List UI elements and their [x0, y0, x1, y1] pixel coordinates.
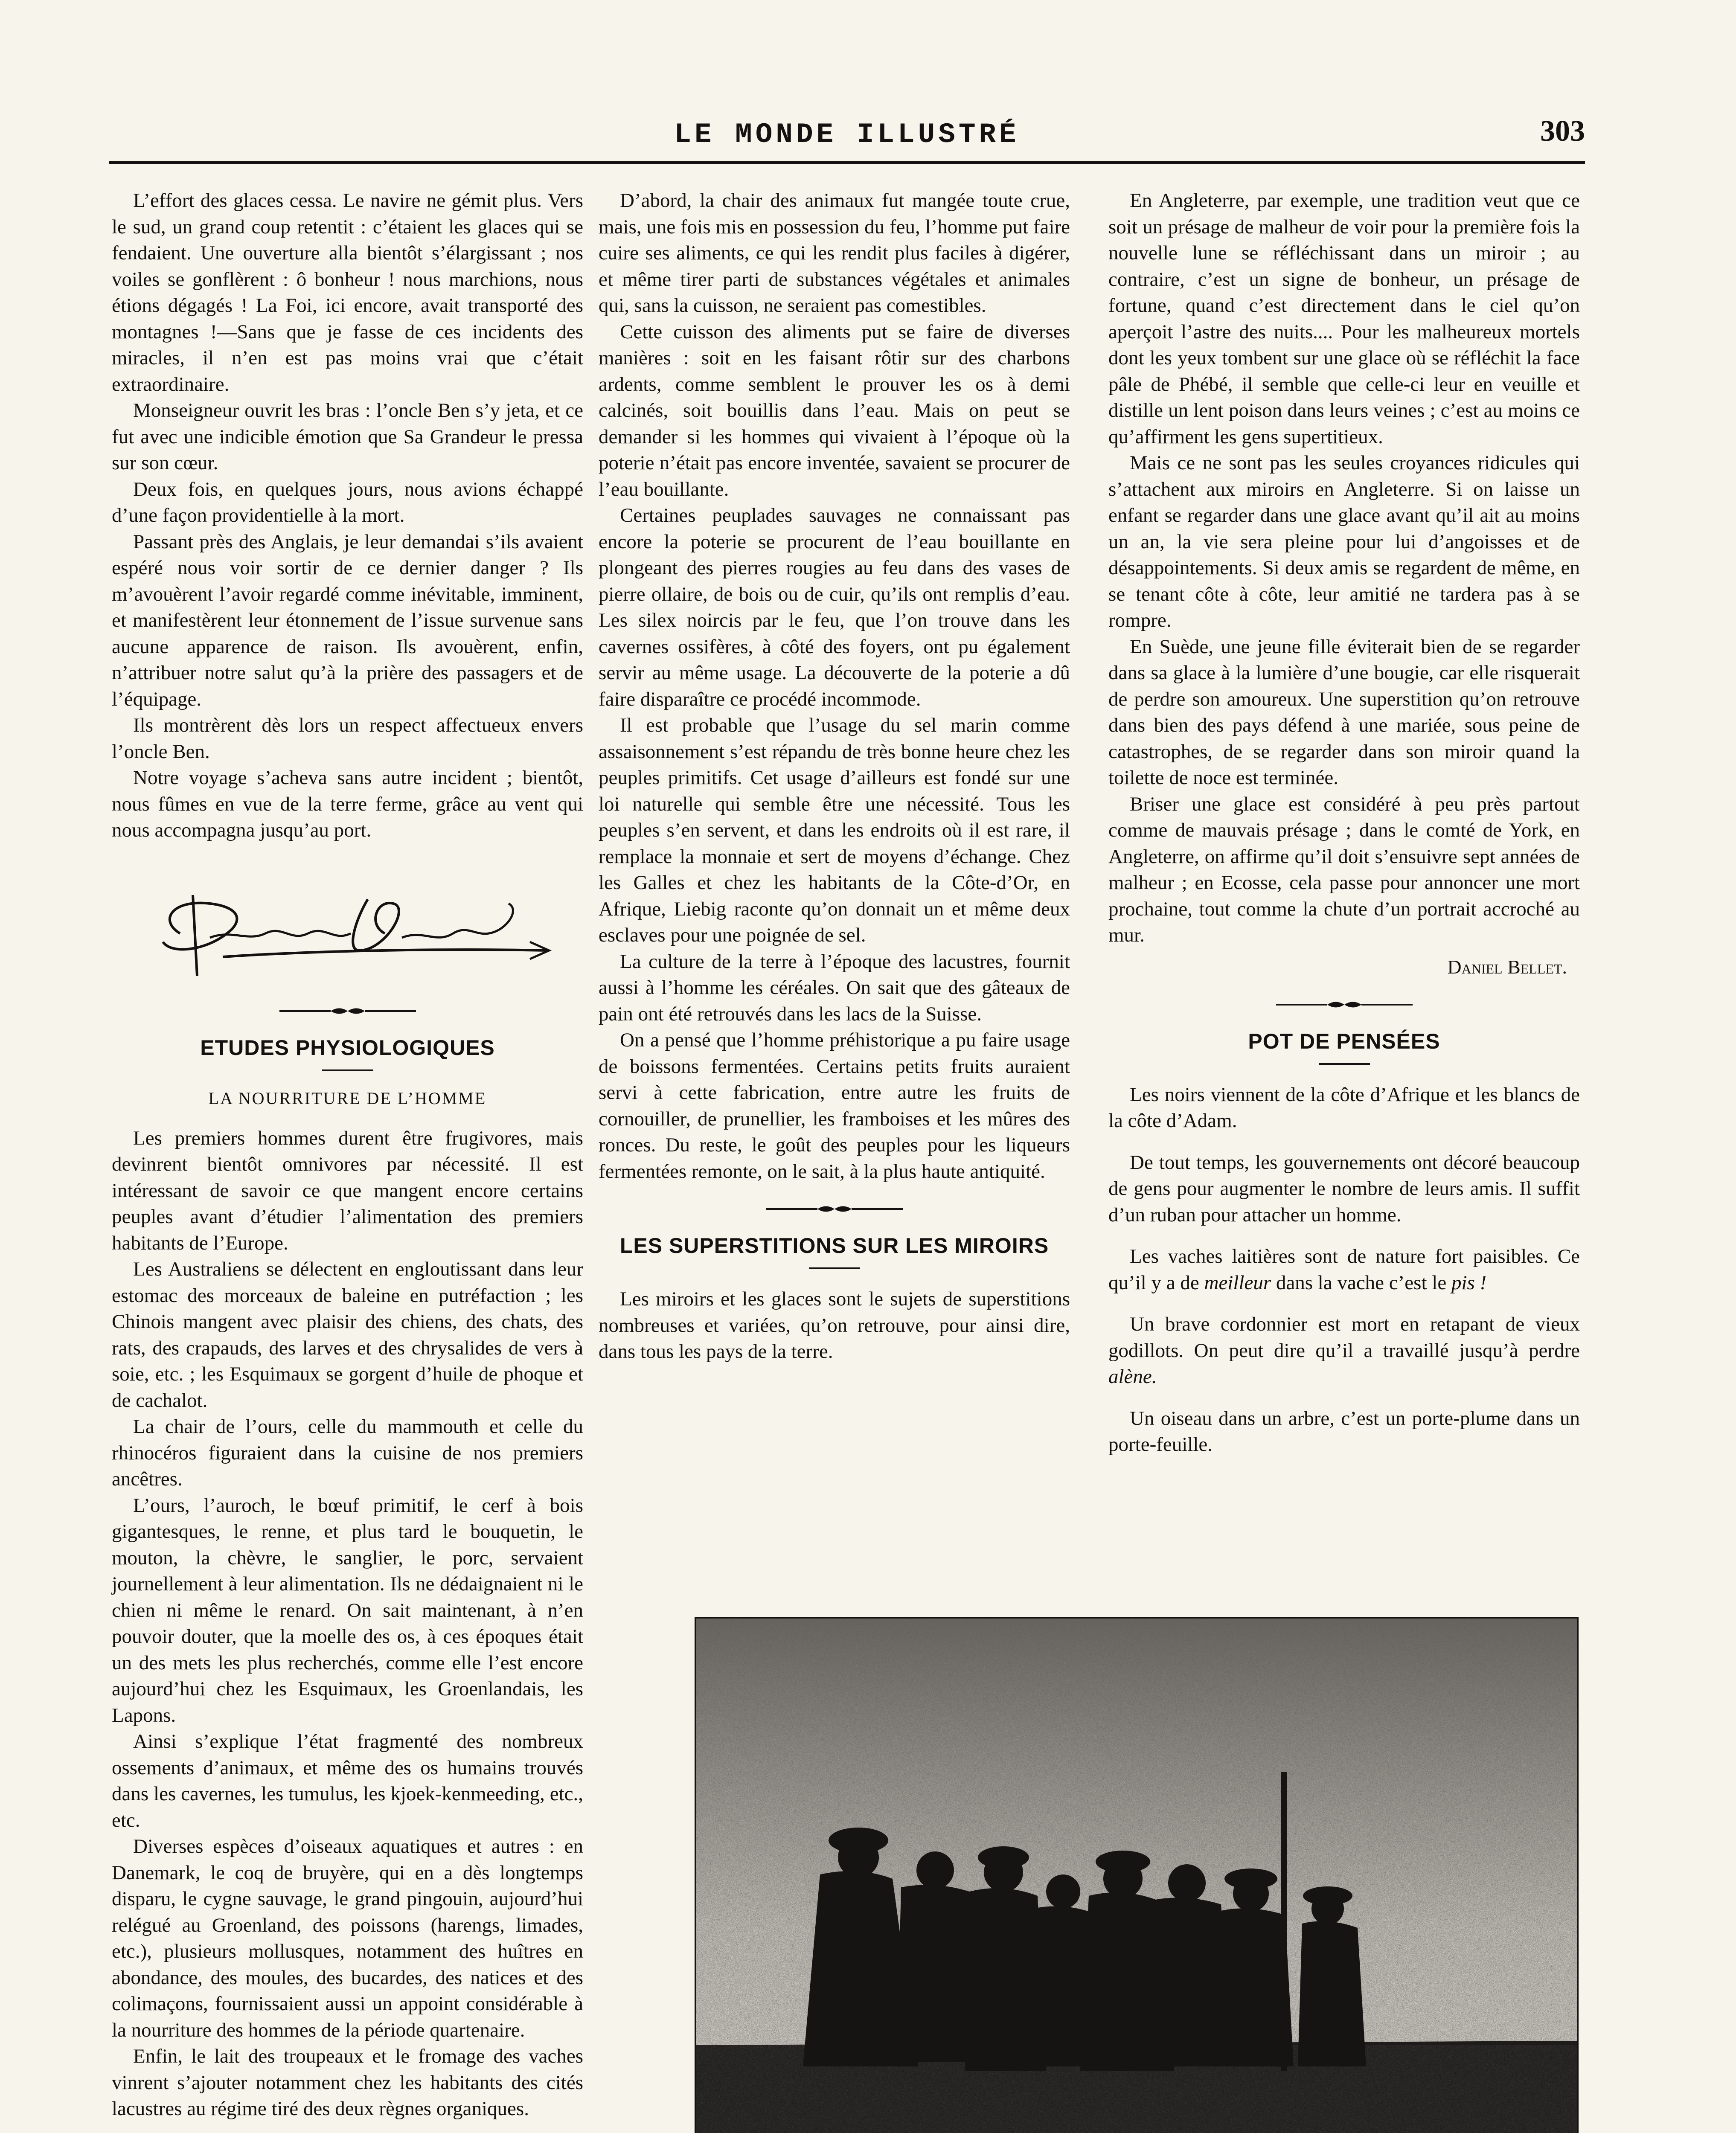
column-2 — [599, 188, 1070, 1365]
article-paragraph: Ainsi s’explique l’état fragmenté des nombreux ossements d’animaux, et même des os humains trouvés dans les cavernes, les tumulus, les kjoek-kenmeeding, etc., etc. — [112, 1730, 583, 1831]
article-paragraph: On a pensé que l’homme préhistorique a pu faire usage de boissons fermentées. Certains petits fruits auraient servi à cette fabrication, entre autre les fruits de cornouiller, de prunellier, les framboises et les mûres des ronces. Du reste, le goût des peuples pour les liqueurs fermentées remonte, on le sait, à la plus haute antiquité. — [599, 1029, 1070, 1183]
story-paragraph: Notre voyage s’acheva sans autre incident ; bientôt, nous fûmes en vue de la terre ferme, grâce au vent qui nous accompagna jusqu’au port. — [112, 767, 583, 841]
column-1 — [112, 188, 583, 2122]
article-paragraph: Cette cuisson des aliments put se faire de diverses manières : soit en les faisant rôtir sur des charbons ardents, comme semblent le prouver les os à demi calcinés, soit bouillis dans l’eau. Mais on peut se demander si les hommes qui vivaient à l’époque où la poterie n’était pas encore inventée, savaient se procurer de l’eau bouillante. — [599, 320, 1070, 500]
thought-emphasis: pis ! — [1451, 1271, 1487, 1294]
article-paragraph: En Suède, une jeune fille éviterait bien de se regarder dans sa glace à la lumière d’une bougie, car elle risquerait de perdre son amoureux. Une superstition qu’on retrouve dans bien des pays défend à une mariée, sous peine de catastrophes, de se regarder dans son miroir quand la toilette de noce est terminée. — [1108, 635, 1580, 789]
article-paragraph: Briser une glace est considéré à peu près partout comme de mauvais présage ; dans le comté de York, en Angleterre, on affirme qu’il doit s’ensuivre sept années de malheur ; en Ecosse, cela passe pour annoncer une mort prochaine, tout comme la chute d’un portrait accroché au mur. — [1108, 793, 1580, 946]
thought-text: Un brave cordonnier est mort en retapant de vieux godillots. On peut dire qu’il a travaillé jusqu’à perdre — [1108, 1313, 1580, 1362]
story-paragraph: L’effort des glaces cessa. Le navire ne gémit plus. Vers le sud, un grand coup retentit : c’étaient les glaces qui se fendaient. Une ouverture alla bientôt s’élargissant ; nos voiles se gonflèrent : ô bonheur ! nous marchions, nous étions dégagés ! La Foi, ici encore, avait transporté des montagnes !—Sans que je fasse de ces incidents des miracles, il n’en est pas moins vrai que c’était extraordinaire. — [112, 189, 583, 395]
article-paragraph: D’abord, la chair des animaux fut mangée toute crue, mais, une fois mis en possession du feu, l’homme put faire cuire ses aliments, ce qui les rendit plus faciles à digérer, et même tirer parti de substances végétales et animales qui, sans la cuisson, ne seraient pas comestibles. — [599, 189, 1070, 317]
article-paragraph: Les miroirs et les glaces sont le sujets de superstitions nombreuses et variées, qu’on retrouve, pour ainsi dire, dans tous les pays de la terre. — [599, 1288, 1070, 1363]
ornament-divider — [1276, 997, 1413, 1012]
article-paragraph: Il est probable que l’usage du sel marin comme assaisonnement s’est répandu de très bonne heure chez les peuples primitifs. Cet usage d’ailleurs est fondé sur une loi naturelle qui semble être une nécessité. Tous les peuples s’en servent, et dans les endroits où il est rare, il remplace la monnaie et sert de moyens d’échange. Chez les Galles et chez les habitants de la Côte-d’Or, en Afrique, Liebig raconte qu’on donnait un et même deux esclaves pour une poignée de sel. — [599, 714, 1070, 946]
thought-item — [1108, 1311, 1580, 1390]
ornament-divider — [766, 1202, 903, 1216]
excursion-photo — [695, 1617, 1579, 2133]
article-author: Daniel Bellet. — [1447, 956, 1567, 978]
photo-image — [696, 1619, 1577, 2133]
article-paragraph: Les Australiens se délectent en engloutissant dans leur estomac des morceaux de baleine en putréfaction ; les Chinois mangent avec plaisir des chiens, des chats, des rats, des crapauds, des larves et des chrysalides de vers à soie, etc. ; les Esquimaux se gorgent d’huile de phoque et de cachalot. — [112, 1258, 583, 1412]
thought-item: Les noirs viennent de la côte d’Afrique et les blancs de la côte d’Adam. — [1108, 1083, 1580, 1132]
thought-item: De tout temps, les gouvernements ont décoré beaucoup de gens pour augmenter le nombre de leurs amis. Il suffit d’un ruban pour attacher un homme. — [1108, 1151, 1580, 1226]
article-paragraph: La culture de la terre à l’époque des lacustres, fournit aussi à l’homme les céréales. On sait que des gâteaux de pain ont été retrouvés dans les lacs de la Suisse. — [599, 950, 1070, 1025]
thought-item — [1108, 1244, 1580, 1296]
article-paragraph: En Angleterre, par exemple, une tradition veut que ce soit un présage de malheur de voir pour la première fois la nouvelle lune se réfléchissant dans un miroir ; au contraire, c’est un signe de bonheur, un présage de fortune, quand c’est directement dans le ciel qu’on aperçoit l’astre des nuits.... Pour les malheureux mortels dont les yeux tombent sur une glace où se réfléchit la face pâle de Phébé, il semble que celle-ci leur en veuille et distille un lent poison dans leurs veines ; c’est au moins ce qu’affirment les gens supertitieux. — [1108, 189, 1580, 448]
column-3 — [1108, 188, 1580, 1458]
thought-text: Les vaches laitières sont de nature fort paisibles. Ce qu’il y a de — [1108, 1245, 1580, 1294]
story-paragraph: Deux fois, en quelques jours, nous avions échappé d’une façon providentielle à la mort. — [112, 478, 583, 526]
thought-emphasis: alène. — [1108, 1366, 1157, 1388]
newspaper-title: LE MONDE ILLUSTRÉ — [674, 119, 1020, 151]
article-paragraph: Certaines peuplades sauvages ne connaissant pas encore la poterie se procurent de l’eau bouillante en plongeant des pierres rougies au feu dans des vases de pierre ollaire, de bois ou de cuir, qu’ils ont remplis d’eau. Les silex noircis par le feu, que l’on trouve dans les cavernes ossifères, à côté des foyers, ont pu également servir au même usage. La découverte de la poterie a dû faire disparaître ce procédé incommode. — [599, 504, 1070, 710]
story-paragraph: Passant près des Anglais, je leur demandai s’ils avaient espéré nous voir sortir de ce dernier danger ? Ils m’avouèrent l’avoir regardé comme inévitable, imminent, et manifestèrent leur étonnement de l’issue survenue sans aucune apparence de raison. Ils avouèrent, enfin, n’attribuer notre salut qu’à la prière des passagers et de l’équipage. — [112, 530, 583, 710]
story-paragraph: Monseigneur ouvrit les bras : l’oncle Ben s’y jeta, et ce fut avec une indicible émotion que Sa Grandeur le pressa sur son cœur. — [112, 399, 583, 474]
title-underline — [809, 1267, 860, 1269]
article-paragraph: Mais ce ne sont pas les seules croyances ridicules qui s’attachent aux miroirs en Angleterre. Si on laisse un enfant se regarder dans une glace avant qu’il ait au moins un an, la vie sera pleine pour lui d’angoisses et de désappointements. Si deux amis se regardent de même, en se tenant côte à côte, leur amitié ne tardera pas à se rompre. — [1108, 452, 1580, 631]
section-subtitle: LA NOURRITURE DE L’HOMME — [208, 1088, 487, 1108]
section-title-superstitions: LES SUPERSTITIONS SUR LES MIROIRS — [619, 1234, 1049, 1258]
section-title-etudes: ETUDES PHYSIOLOGIQUES — [200, 1035, 495, 1060]
thought-emphasis: meilleur — [1204, 1271, 1271, 1294]
article-paragraph: Les premiers hommes durent être frugivores, mais devinrent bientôt omnivores par nécessité. Il est intéressant de savoir ce que mangent encore certains peuples avant d’étudier l’alimentation des premiers habitants de l’Europe. — [112, 1127, 583, 1254]
section-title-pensees: POT DE PENSÉES — [1248, 1029, 1440, 1053]
masthead — [109, 114, 1585, 157]
thought-text: dans la vache c’est le — [1271, 1271, 1451, 1294]
article-paragraph: L’ours, l’auroch, le bœuf primitif, le cerf à bois gigantesques, le renne, et plus tard le bouquetin, le mouton, la chèvre, le sanglier, le porc, servaient journellement à leur alimentation. Ils ne dédaignaient ni le chien ni même le renard. On sait maintenant, à n’en pouvoir douter, que la moelle des os, à ces époques était un des mets les plus recherchés, comme elle l’est encore aujourd’hui chez les Esquimaux, les Groenlandais, les Lapons. — [112, 1494, 583, 1726]
story-paragraph: Ils montrèrent dès lors un respect affectueux envers l’oncle Ben. — [112, 714, 583, 763]
article-paragraph: La chair de l’ours, celle du mammouth et celle du rhinocéros figuraient dans la cuisine de nos premiers ancêtres. — [112, 1415, 583, 1490]
article-paragraph: Diverses espèces d’oiseaux aquatiques et autres : en Danemark, le coq de bruyère, qui en a dès longtemps disparu, le cygne sauvage, le grand pingouin, aujourd’hui relégué au Groenland, des poissons (harengs, limades, etc.), plusieurs mollusques, notamment des huîtres en abondance, des moules, des bucardes, des natices et des colimaçons, fournissaient aussi un appoint considérable à la nourriture des hommes de la période quartenaire. — [112, 1835, 583, 2041]
article-paragraph: Enfin, le lait des troupeaux et le fromage des vaches vinrent s’ajouter notamment chez les habitants des cités lacustres au régime tiré des deux règnes organiques. — [112, 2045, 583, 2120]
author-signature — [146, 869, 555, 985]
header-rule — [109, 161, 1585, 164]
thought-item: Un oiseau dans un arbre, c’est un porte-plume dans un porte-feuille. — [1108, 1407, 1580, 1456]
ornament-divider — [279, 1004, 416, 1018]
title-underline — [1319, 1063, 1370, 1065]
title-underline — [322, 1069, 373, 1071]
page-number: 303 — [1540, 115, 1585, 148]
